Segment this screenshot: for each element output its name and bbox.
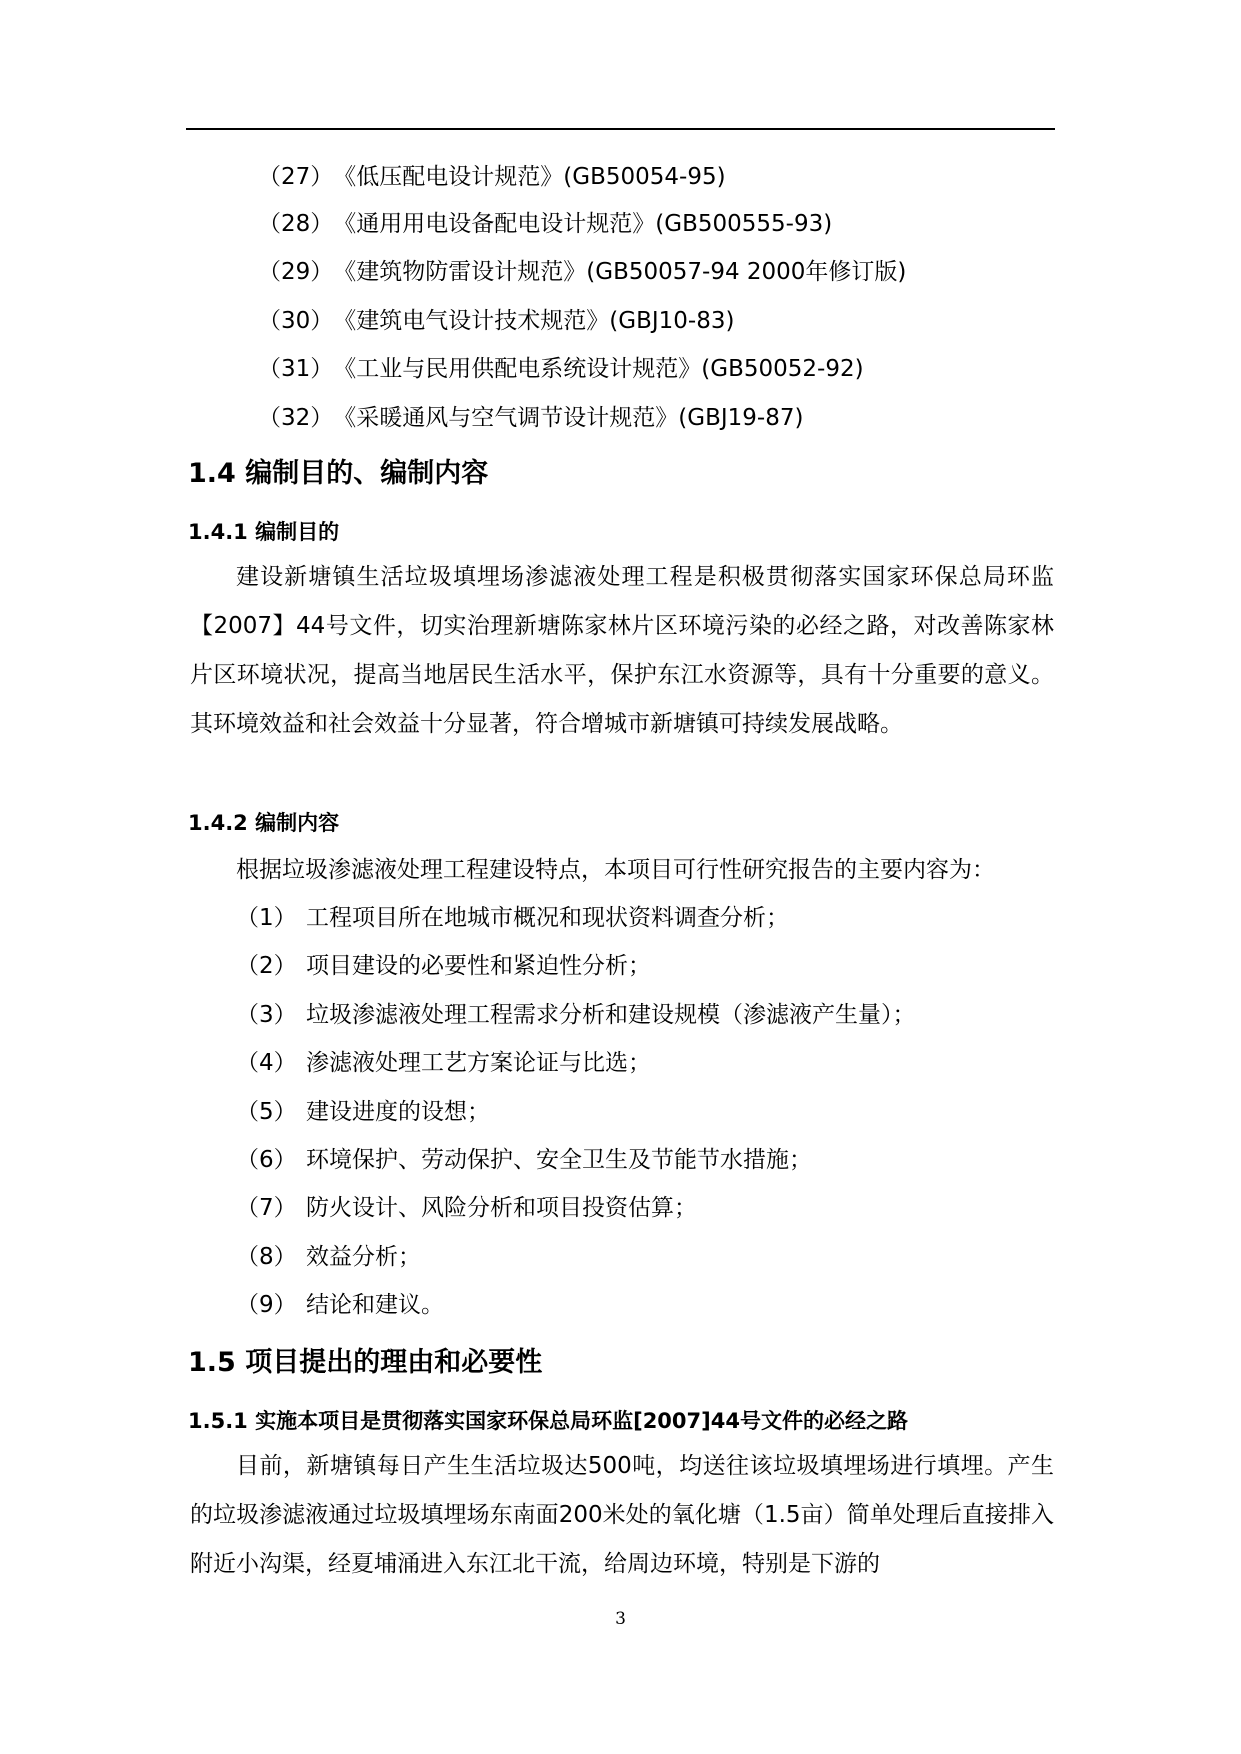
reference-number: （30）	[258, 308, 334, 334]
list-item-number: （2）	[236, 953, 297, 979]
list-item	[236, 1052, 651, 1075]
header-rule	[186, 128, 1055, 130]
reference-text: 《采暖通风与空气调节设计规范》(GBJ19-87)	[333, 405, 804, 431]
reference-number: （27）	[258, 164, 334, 190]
reference-text: 《工业与民用供配电系统设计规范》(GB50052-92)	[333, 356, 864, 382]
list-item-number: （3）	[236, 1002, 297, 1028]
list-item	[236, 1197, 697, 1220]
list-item-number: （6）	[236, 1147, 297, 1173]
list-item	[236, 907, 789, 930]
subsection-heading: 1.4.1 编制目的	[188, 520, 340, 544]
list-item-text: 效益分析；	[306, 1244, 421, 1270]
list-item-number: （4）	[236, 1050, 297, 1076]
reference-number: （29）	[258, 259, 334, 285]
reference-item	[258, 310, 734, 333]
reference-item	[258, 407, 803, 430]
section-heading: 1.4 编制目的、编制内容	[188, 458, 489, 489]
list-item-number: （5）	[236, 1099, 297, 1125]
reference-text: 《建筑电气设计技术规范》(GBJ10-83)	[333, 308, 735, 334]
reference-item	[258, 358, 864, 381]
list-item-text: 垃圾渗滤液处理工程需求分析和建设规模（渗滤液产生量）；	[306, 1002, 916, 1028]
list-item-text: 建设进度的设想；	[306, 1099, 490, 1125]
reference-number: （28）	[258, 211, 334, 237]
paragraph: 目前，新塘镇每日产生生活垃圾达500吨，均送往该垃圾填埋场进行填埋。产生的垃圾渗滤液通过垃圾填埋场东南面200米处的氧化塘（1.5亩）简单处理后直接排入附近小沟渠，经夏埔涌进入东江北干流，给周边环境，特别是下游的	[190, 1453, 1054, 1577]
reference-text: 《低压配电设计规范》(GB50054-95)	[333, 164, 726, 190]
list-item-text: 渗滤液处理工艺方案论证与比选；	[306, 1050, 651, 1076]
list-item	[236, 1004, 916, 1027]
list-item	[236, 1149, 812, 1172]
list-item-text: 防火设计、风险分析和项目投资估算；	[306, 1195, 697, 1221]
list-item	[236, 1101, 490, 1124]
reference-item	[258, 213, 832, 236]
list-item-number: （8）	[236, 1244, 297, 1270]
reference-text: 《通用用电设备配电设计规范》(GB500555-93)	[333, 211, 833, 237]
list-item-number: （9）	[236, 1292, 297, 1318]
subsection-heading: 1.5.1 实施本项目是贯彻落实国家环保总局环监[2007]44号文件的必经之路	[188, 1409, 908, 1433]
paragraph: 根据垃圾渗滤液处理工程建设特点，本项目可行性研究报告的主要内容为：	[236, 857, 995, 883]
list-item-text: 工程项目所在地城市概况和现状资料调查分析；	[306, 905, 789, 931]
list-item-number: （1）	[236, 905, 297, 931]
list-item-text: 环境保护、劳动保护、安全卫生及节能节水措施；	[306, 1147, 812, 1173]
reference-number: （32）	[258, 405, 334, 431]
section-heading: 1.5 项目提出的理由和必要性	[188, 1347, 543, 1378]
reference-item	[258, 166, 726, 189]
page-number: 3	[615, 1609, 626, 1629]
subsection-heading: 1.4.2 编制内容	[188, 811, 340, 835]
list-item-text: 项目建设的必要性和紧迫性分析；	[306, 953, 651, 979]
list-item	[236, 1246, 421, 1269]
list-item-text: 结论和建议。	[306, 1292, 444, 1318]
reference-number: （31）	[258, 356, 334, 382]
reference-text: 《建筑物防雷设计规范》(GB50057-94 2000年修订版)	[333, 259, 907, 285]
list-item	[236, 955, 651, 978]
list-item	[236, 1294, 444, 1317]
paragraph: 建设新塘镇生活垃圾填埋场渗滤液处理工程是积极贯彻落实国家环保总局环监【2007】44号文件，切实治理新塘陈家林片区环境污染的必经之路，对改善陈家林片区环境状况，提高当地居民生活水平，保护东江水资源等，具有十分重要的意义。其环境效益和社会效益十分显著，符合增城市新塘镇可持续发展战略。	[190, 564, 1054, 737]
reference-item	[258, 261, 906, 284]
list-item-number: （7）	[236, 1195, 297, 1221]
